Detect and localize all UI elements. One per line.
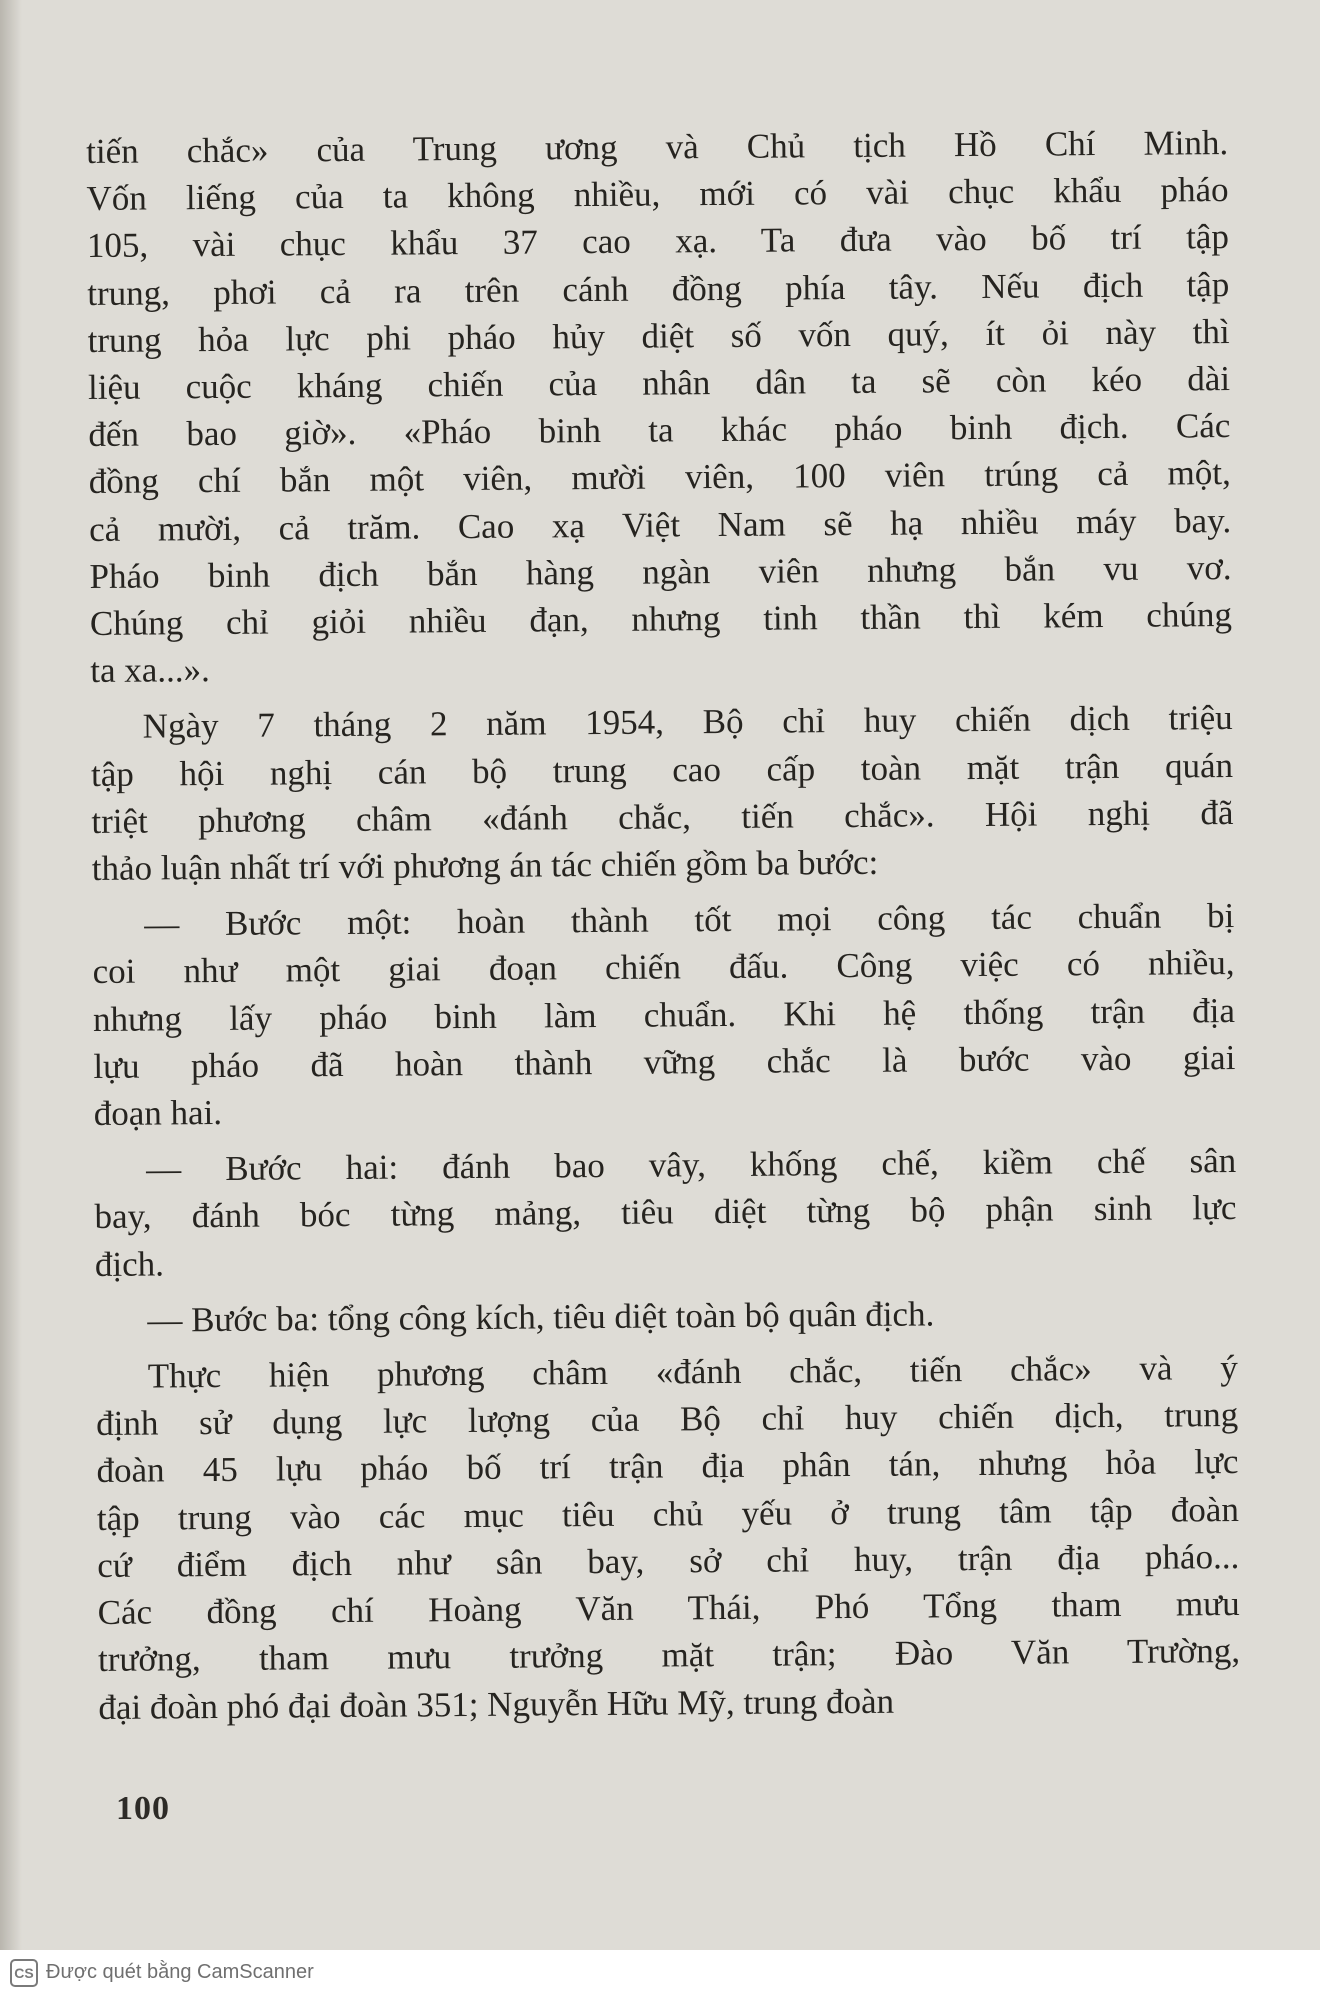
text-line: đồng chí bắn một viên, mười viên, 100 viên trúng cả một,	[88, 453, 1231, 502]
body-text	[86, 119, 1241, 1740]
scanner-watermark-label: Được quét bằng CamScanner	[46, 1961, 314, 1983]
text-line: nhưng lấy pháo binh làm chuẩn. Khi hệ thống trận địa	[92, 990, 1236, 1039]
paragraph	[91, 694, 1234, 892]
text-line: liệu cuộc kháng chiến của nhân dân ta sẽ còn kéo dài	[87, 359, 1231, 408]
text-line: định sử dụng lực lượng của Bộ chỉ huy chiến dịch, trung	[96, 1395, 1239, 1444]
text-line: tiến chắc» của Trung ương và Chủ tịch Hồ Chí Minh.	[86, 123, 1229, 171]
text-line: cứ điểm địch như sân bay, sở chỉ huy, trận địa pháo...	[97, 1536, 1240, 1585]
text-line: Các đồng chí Hoàng Văn Thái, Phó Tổng tham mưu	[97, 1584, 1240, 1633]
text-line: triệt phương châm «đánh chắc, tiến chắc». Hội nghị đã	[91, 792, 1234, 841]
text-line: đại đoàn phó đại đoàn 351; Nguyễn Hữu Mỹ, trung đoàn	[98, 1681, 895, 1727]
paragraph	[92, 892, 1236, 1137]
text-line: coi như một giai đoạn chiến đấu. Công việc có nhiều,	[92, 943, 1235, 992]
text-line: địch.	[94, 1244, 165, 1284]
text-line: đến bao giờ». «Pháo binh ta khác pháo binh địch. Các	[88, 406, 1231, 455]
paragraph	[94, 1137, 1237, 1288]
text-line: trung, phơi cả ra trên cánh đồng phía tây. Nếu địch tập	[87, 264, 1230, 313]
text-line: tập trung vào các mục tiêu chủ yếu ở trung tâm tập đoàn	[96, 1489, 1240, 1538]
text-line: tập hội nghị cán bộ trung cao cấp toàn mặt trận quán	[90, 745, 1234, 794]
text-line: đoạn hai.	[93, 1093, 223, 1134]
text-line: bay, đánh bóc từng mảng, tiêu diệt từng bộ phận sinh lực	[94, 1188, 1237, 1237]
paragraph	[86, 119, 1232, 694]
text-line: ta xa...».	[90, 650, 210, 691]
text-line: — Bước ba: tổng công kích, tiêu diệt toàn bộ quân địch.	[147, 1294, 935, 1340]
text-line: trưởng, tham mưu trưởng mặt trận; Đào Văn Trường,	[97, 1631, 1241, 1680]
camscanner-logo-icon: CS	[10, 1959, 38, 1987]
paragraph	[95, 1288, 1237, 1344]
text-line: đoàn 45 lựu pháo bố trí trận địa phân tán, nhưng hỏa lực	[96, 1442, 1239, 1491]
page-edge-shadow	[0, 0, 22, 1950]
text-line: Ngày 7 tháng 2 năm 1954, Bộ chỉ huy chiến dịch triệu	[142, 698, 1233, 747]
text-line: thảo luận nhất trí với phương án tác chiến gồm ba bước:	[91, 842, 879, 889]
text-line: Vốn liếng của ta không nhiều, mới có vài chục khẩu pháo	[86, 170, 1229, 219]
page-number: 100	[116, 1790, 170, 1827]
text-line: — Bước hai: đánh bao vây, khống chế, kiềm chế sân	[146, 1141, 1237, 1189]
text-line: cả mười, cả trăm. Cao xạ Việt Nam sẽ hạ nhiều máy bay.	[88, 500, 1232, 549]
text-line: lựu pháo đã hoàn thành vững chắc là bước vào giai	[93, 1037, 1236, 1086]
text-line: trung hỏa lực phi pháo hủy diệt số vốn quý, ít ỏi này thì	[87, 311, 1230, 360]
paragraph	[96, 1344, 1241, 1731]
text-line: — Bước một: hoàn thành tốt mọi công tác chuẩn bị	[144, 896, 1235, 944]
text-line: Chúng chỉ giỏi nhiều đạn, nhưng tinh thần thì kém chúng	[89, 595, 1233, 644]
text-line: Pháo binh địch bắn hàng ngàn viên nhưng bắn vu vơ.	[89, 547, 1232, 596]
text-line: Thực hiện phương châm «đánh chắc, tiến chắc» và ý	[147, 1348, 1238, 1396]
scanner-footer	[0, 1950, 1320, 2000]
text-line: 105, vài chục khẩu 37 cao xạ. Ta đưa vào bố trí tập	[86, 217, 1230, 266]
